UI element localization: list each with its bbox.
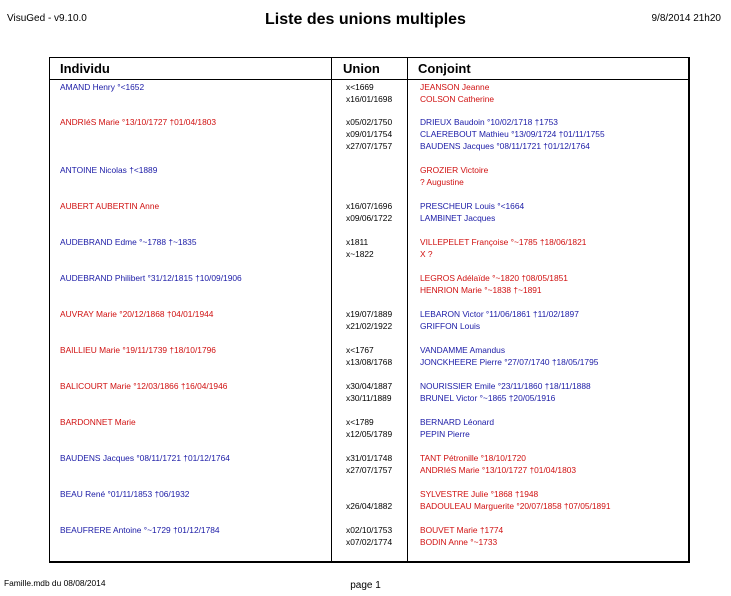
column-divider-1 [331, 58, 332, 561]
conjoint-cell [420, 453, 685, 477]
union-date: x19/07/1889 [346, 309, 393, 319]
union-date: x30/04/1887 [346, 381, 393, 391]
conjoint-cell [420, 82, 685, 106]
union-date: x<1789 [346, 417, 374, 427]
conjoint-cell [420, 237, 685, 261]
conjoint-cell [420, 489, 685, 513]
conjoint-cell [420, 273, 685, 297]
print-datetime: 9/8/2014 21h20 [651, 13, 721, 24]
column-divider-2 [407, 58, 408, 561]
union-date: x30/11/1889 [346, 392, 392, 403]
conjoint-name: LEBARON Victor °11/06/1861 †11/02/1897 [420, 309, 579, 319]
union-date: x31/01/1748 [346, 453, 393, 463]
union-date: x<1669 [346, 82, 374, 92]
conjoint-name: BERNARD Léonard [420, 417, 495, 427]
conjoint-name: X ? [420, 248, 433, 259]
conjoint-name: JONCKHEERE Pierre °27/07/1740 †18/05/1795 [420, 356, 599, 367]
conjoint-name: BOUVET Marie †1774 [420, 525, 504, 535]
individu-cell: AUDEBRAND Philibert °31/12/1815 †10/09/1906 [60, 273, 242, 283]
union-date [346, 177, 406, 189]
conjoint-cell [420, 309, 685, 333]
conjoint-name: CLAEREBOUT Mathieu °13/09/1724 †01/11/1755 [420, 128, 605, 139]
union-date: x05/02/1750 [346, 117, 393, 127]
conjoint-name: PEPIN Pierre [420, 428, 470, 439]
individu-cell: BEAUFRERE Antoine °~1729 †01/12/1784 [60, 525, 220, 535]
union-cell [346, 381, 406, 405]
conjoint-cell [420, 417, 685, 441]
union-cell [346, 525, 406, 549]
conjoint-name: TANT Pétronille °18/10/1720 [420, 453, 526, 463]
individu-cell: AUBERT AUBERTIN Anne [60, 201, 160, 211]
union-date: x~1822 [346, 248, 374, 259]
column-header-individu: Individu [60, 61, 110, 76]
union-cell [346, 165, 406, 189]
page-number: page 1 [350, 580, 381, 591]
app-version: VisuGed - v9.10.0 [7, 13, 87, 24]
conjoint-name: GRIFFON Louis [420, 320, 481, 331]
union-date: x13/08/1768 [346, 356, 393, 367]
conjoint-name: BODIN Anne °~1733 [420, 536, 498, 547]
union-cell [346, 237, 406, 261]
individu-cell: BALICOURT Marie °12/03/1866 †16/04/1946 [60, 381, 228, 391]
union-cell [346, 82, 406, 106]
union-date: x02/10/1753 [346, 525, 393, 535]
individu-cell: BAILLIEU Marie °19/11/1739 †18/10/1796 [60, 345, 216, 355]
conjoint-name: BAUDENS Jacques °08/11/1721 †01/12/1764 [420, 140, 590, 151]
individu-cell: AMAND Henry °<1652 [60, 82, 145, 92]
conjoint-name: ? Augustine [420, 176, 464, 187]
individu-cell: AUVRAY Marie °20/12/1868 †04/01/1944 [60, 309, 214, 319]
conjoint-cell [420, 201, 685, 225]
union-cell [346, 345, 406, 369]
conjoint-cell [420, 117, 685, 152]
union-date [346, 285, 406, 297]
union-date [346, 165, 406, 177]
conjoint-name: BRUNEL Victor °~1865 †20/05/1916 [420, 392, 556, 403]
conjoint-name: LEGROS Adélaïde °~1820 †08/05/1851 [420, 273, 568, 283]
union-cell [346, 117, 406, 152]
union-date: x<1767 [346, 345, 374, 355]
union-date: x27/07/1757 [346, 464, 393, 475]
column-header-union: Union [343, 61, 380, 76]
individu-cell: ANDRIéS Marie °13/10/1727 †01/04/1803 [60, 117, 217, 127]
conjoint-cell [420, 381, 685, 405]
union-date: x09/06/1722 [346, 212, 393, 223]
conjoint-name: GROZIER Victoire [420, 165, 489, 175]
individu-cell: BAUDENS Jacques °08/11/1721 †01/12/1764 [60, 453, 230, 463]
conjoint-name: PRESCHEUR Louis °<1664 [420, 201, 525, 211]
union-cell [346, 489, 406, 513]
individu-cell: BEAU René °01/11/1853 †06/1932 [60, 489, 190, 499]
conjoint-cell [420, 165, 685, 189]
union-date: x09/01/1754 [346, 128, 393, 139]
union-date: x07/02/1774 [346, 536, 393, 547]
unions-table [49, 57, 690, 563]
union-cell [346, 309, 406, 333]
footer-file: Famille.mdb du 08/08/2014 [4, 578, 106, 588]
conjoint-name: SYLVESTRE Julie °1868 †1948 [420, 489, 539, 499]
page-title: Liste des unions multiples [265, 11, 466, 28]
union-date: x21/02/1922 [346, 320, 393, 331]
union-date: x1811 [346, 237, 369, 247]
individu-cell: AUDEBRAND Edme °~1788 †~1835 [60, 237, 197, 247]
individu-cell: BARDONNET Marie [60, 417, 136, 427]
union-cell [346, 201, 406, 225]
conjoint-name: VANDAMME Amandus [420, 345, 506, 355]
conjoint-name: LAMBINET Jacques [420, 212, 496, 223]
conjoint-cell [420, 525, 685, 549]
conjoint-name: COLSON Catherine [420, 93, 495, 104]
conjoint-name: NOURISSIER Emile °23/11/1860 †18/11/1888 [420, 381, 591, 391]
conjoint-name: BADOULEAU Marguerite °20/07/1858 †07/05/1891 [420, 500, 611, 511]
union-date: x12/05/1789 [346, 428, 393, 439]
header-divider [50, 79, 688, 80]
union-date [346, 273, 406, 285]
union-cell [346, 417, 406, 441]
union-date: x16/07/1696 [346, 201, 393, 211]
union-date: x16/01/1698 [346, 93, 393, 104]
individu-cell: ANTOINE Nicolas †<1889 [60, 165, 158, 175]
column-header-conjoint: Conjoint [418, 61, 471, 76]
union-date: x27/07/1757 [346, 140, 393, 151]
conjoint-name: HENRION Marie °~1838 †~1891 [420, 284, 542, 295]
union-date [346, 489, 406, 501]
conjoint-name: JEANSON Jeanne [420, 82, 490, 92]
conjoint-name: VILLEPELET Françoise °~1785 †18/06/1821 [420, 237, 587, 247]
union-cell [346, 453, 406, 477]
conjoint-name: ANDRIéS Marie °13/10/1727 †01/04/1803 [420, 464, 577, 475]
union-cell [346, 273, 406, 297]
conjoint-cell [420, 345, 685, 369]
union-date: x26/04/1882 [346, 500, 393, 511]
conjoint-name: DRIEUX Baudoin °10/02/1718 †1753 [420, 117, 558, 127]
